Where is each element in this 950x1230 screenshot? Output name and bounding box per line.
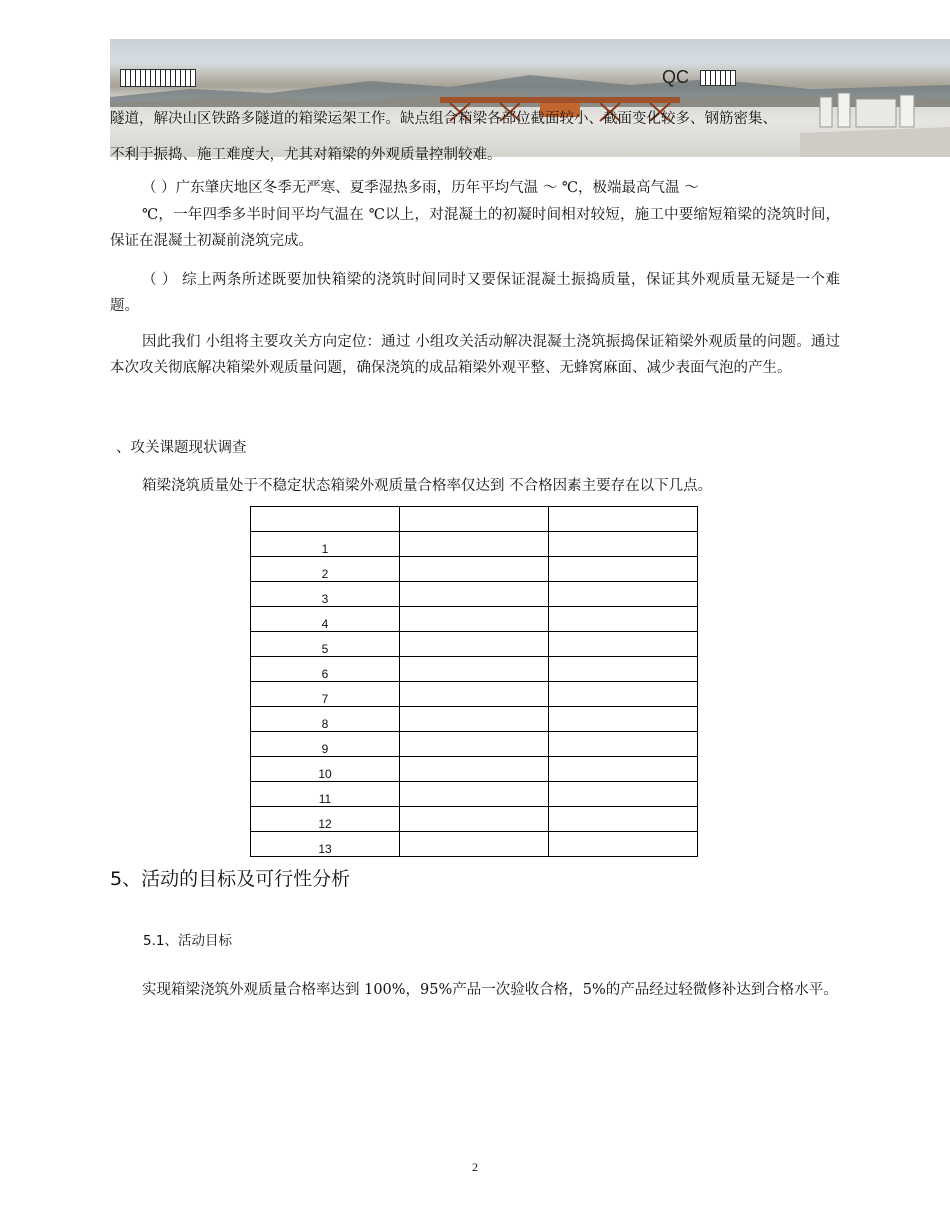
table-cell	[400, 682, 549, 707]
qc-label: QC	[662, 67, 689, 87]
defect-factor-table	[250, 506, 698, 857]
header-banner-photo	[110, 39, 950, 157]
table-row	[251, 507, 698, 532]
table-row	[251, 782, 698, 807]
table-cell	[549, 682, 698, 707]
table-cell	[549, 632, 698, 657]
table-cell	[549, 832, 698, 857]
section-5-title: 5、活动的目标及可行性分析	[110, 868, 351, 890]
table-cell-index: 11	[251, 782, 400, 807]
table-cell	[549, 807, 698, 832]
table-cell	[400, 657, 549, 682]
table-cell	[400, 832, 549, 857]
table-cell	[400, 632, 549, 657]
table-cell	[400, 782, 549, 807]
table-cell	[400, 757, 549, 782]
table-cell	[549, 532, 698, 557]
table-cell	[400, 807, 549, 832]
table-cell-index: 5	[251, 632, 400, 657]
paragraph-1-line-2: 不利于振捣、施工难度大，尤其对箱梁的外观质量控制较难。	[110, 147, 502, 163]
table-cell-index: 3	[251, 582, 400, 607]
table-cell	[549, 732, 698, 757]
table-cell-index: 12	[251, 807, 400, 832]
company-logo-right	[700, 70, 736, 86]
paragraph-4: 因此我们 小组将主要攻关方向定位：通过 小组攻关活动解决混凝土浇筑振捣保证箱梁外观质量的问题。通过本次攻关彻底解决箱梁外观质量问题，确保浇筑的成品箱梁外观平整、无蜂窝麻面、减少表面气泡的产生。	[110, 334, 840, 376]
section-5-1-subtitle: 5.1、活动目标	[143, 933, 232, 949]
table-cell-index: 2	[251, 557, 400, 582]
table-cell-index: 13	[251, 832, 400, 857]
table-row	[251, 532, 698, 557]
table-cell	[549, 707, 698, 732]
table-cell-index: 7	[251, 682, 400, 707]
company-logo-left	[120, 69, 196, 87]
table-cell-index	[251, 507, 400, 532]
table-row	[251, 757, 698, 782]
table-row	[251, 632, 698, 657]
page-number: 2	[472, 1160, 478, 1174]
table-cell	[400, 507, 549, 532]
table-row	[251, 682, 698, 707]
table-cell	[549, 607, 698, 632]
paragraph-3: （ ） 综上两条所述既要加快箱梁的浇筑时间同时又要保证混凝土振捣质量，保证其外观质量无疑是一个难题。	[110, 272, 840, 314]
table-cell	[400, 707, 549, 732]
table-row	[251, 807, 698, 832]
table-cell-index: 4	[251, 607, 400, 632]
table-row	[251, 832, 698, 857]
table-row	[251, 607, 698, 632]
table-cell	[400, 582, 549, 607]
section-heading-status-survey: 、攻关课题现状调查	[116, 440, 247, 456]
table-row	[251, 557, 698, 582]
table-cell	[400, 607, 549, 632]
table-cell	[549, 782, 698, 807]
goal-paragraph: 实现箱梁浇筑外观质量合格率达到 100%，95%产品一次验收合格，5%的产品经过轻微修补达到合格水平。	[142, 982, 838, 998]
table-cell-index: 6	[251, 657, 400, 682]
table-cell	[400, 532, 549, 557]
concrete-plant	[800, 83, 950, 157]
table-cell	[400, 732, 549, 757]
table-cell	[549, 657, 698, 682]
table-row	[251, 657, 698, 682]
table-cell	[400, 557, 549, 582]
paragraph-2-line-1: （ ）广东肇庆地区冬季无严寒、夏季湿热多雨，历年平均气温 ～ ℃，极端最高气温 ～	[142, 180, 699, 196]
table-cell-index: 1	[251, 532, 400, 557]
paragraph-2-rest: ℃，一年四季多半时间平均气温在 ℃以上，对混凝土的初凝时间相对较短，施工中要缩短箱梁的浇筑时间，保证在混凝土初凝前浇筑完成。	[110, 207, 840, 249]
paragraph-1-line-1: 隧道，解决山区铁路多隧道的箱梁运架工作。缺点组合箱梁各部位截面较小、截面变化较多、钢筋密集、	[110, 111, 777, 127]
table-cell-index: 8	[251, 707, 400, 732]
table-cell-index: 9	[251, 732, 400, 757]
table-cell	[549, 757, 698, 782]
table-cell	[549, 557, 698, 582]
table-row	[251, 707, 698, 732]
table-row	[251, 582, 698, 607]
table-cell-index: 10	[251, 757, 400, 782]
table-cell	[549, 582, 698, 607]
survey-statement: 箱梁浇筑质量处于不稳定状态箱梁外观质量合格率仅达到 不合格因素主要存在以下几点。	[142, 478, 713, 494]
table-row	[251, 732, 698, 757]
table-cell	[549, 507, 698, 532]
